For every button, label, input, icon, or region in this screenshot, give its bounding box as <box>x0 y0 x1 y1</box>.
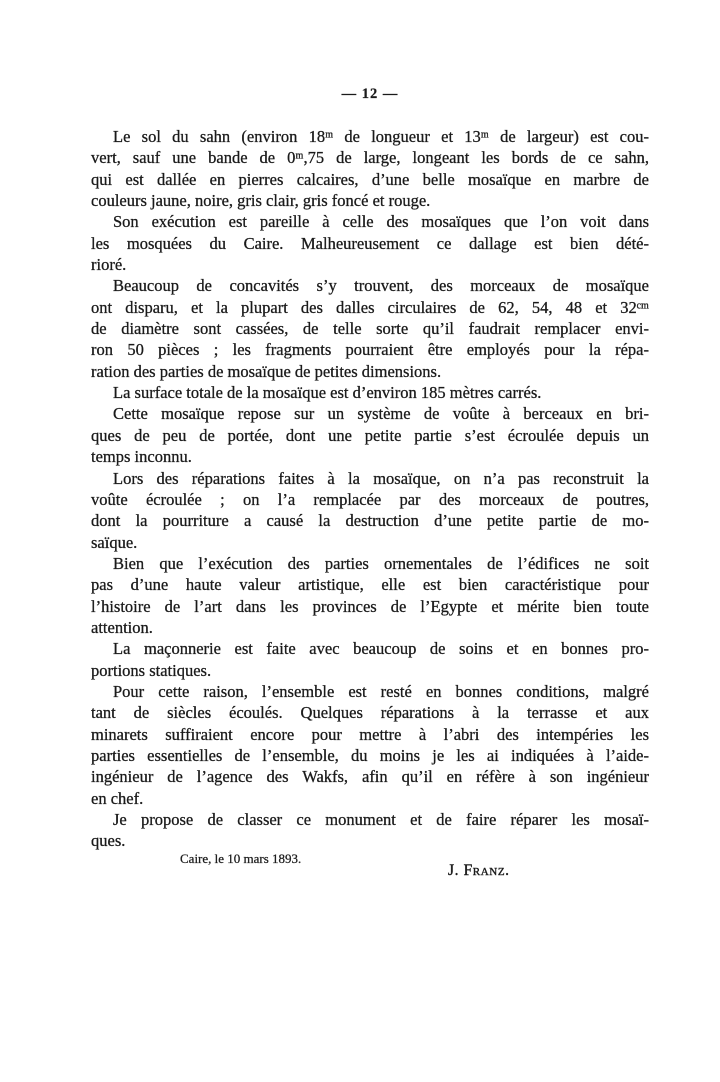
text-line: Son exécution est pareille à celle des mosaïques que l’on voit dans <box>113 212 649 232</box>
text-line: temps inconnu. <box>91 447 192 467</box>
text-line: l’histoire de l’art dans les provinces de l’Egypte et mérite bien toute <box>91 596 649 616</box>
text-line: tant de siècles écoulés. Quelques réparations à la terrasse et aux <box>91 703 649 723</box>
paragraph <box>91 468 649 553</box>
text-line: saïque. <box>91 532 138 552</box>
text-line: couleurs jaune, noire, gris clair, gris foncé et rouge. <box>91 191 431 211</box>
body-text <box>91 126 649 852</box>
text-line: ration des parties de mosaïque de petites dimensions. <box>91 361 442 381</box>
text-line: La surface totale de la mosaïque est d’environ 185 mètres carrés. <box>113 383 542 403</box>
dateline: Caire, le 10 mars 1893. <box>180 851 302 866</box>
text-line: vert, sauf une bande de 0ᵐ,75 de large, longeant les bords de ce sahn, <box>91 148 649 168</box>
text-line: Le sol du sahn (environ 18ᵐ de longueur et 13ᵐ de largeur) est cou- <box>113 127 649 146</box>
page-number: — 12 — <box>341 86 399 102</box>
paragraph <box>91 809 649 852</box>
text-line: Bien que l’exécution des parties ornementales de l’édifices ne soit <box>113 553 649 573</box>
text-line: Pour cette raison, l’ensemble est resté en bonnes conditions, malgré <box>113 681 649 701</box>
paragraph <box>91 126 649 211</box>
text-line: ron 50 pièces ; les fragments pourraient être employés pour la répa- <box>91 340 649 360</box>
paragraph <box>91 275 649 382</box>
text-line: portions statiques. <box>91 660 212 680</box>
text-line: de diamètre sont cassées, de telle sorte qu’il faudrait remplacer envi- <box>91 319 649 339</box>
text-line: Beaucoup de concavités s’y trouvent, des morceaux de mosaïque <box>113 276 649 296</box>
text-line: pas d’une haute valeur artistique, elle est bien caractéristique pour <box>91 575 649 595</box>
text-line: attention. <box>91 617 153 637</box>
text-line: minarets suffiraient encore pour mettre à l’abri des intempéries les <box>91 724 649 744</box>
text-line: ques. <box>91 831 126 851</box>
text-line: en chef. <box>91 788 144 808</box>
text-line: Cette mosaïque repose sur un système de voûte à berceaux en bri- <box>113 404 649 424</box>
paragraph <box>91 681 649 809</box>
paragraph <box>91 553 649 638</box>
text-line: ingénieur de l’agence des Wakfs, afin qu’il en réfère à son ingénieur <box>91 767 649 787</box>
paragraph <box>91 638 649 681</box>
text-line: Lors des réparations faites à la mosaïque, on n’a pas reconstruit la <box>113 468 649 488</box>
text-line: parties essentielles de l’ensemble, du moins je les ai indiquées à l’aide- <box>91 745 649 765</box>
text-line: rioré. <box>91 255 127 275</box>
text-line: Je propose de classer ce monument et de faire réparer les mosaï- <box>113 810 649 829</box>
paragraph <box>91 403 649 467</box>
signature: J. Franz. <box>448 862 510 879</box>
paragraph <box>91 211 649 275</box>
text-line: voûte écroulée ; on l’a remplacée par des morceaux de poutres, <box>91 489 649 509</box>
text-line: les mosquées du Caire. Malheureusement ce dallage est bien dété- <box>91 233 649 253</box>
text-line: qui est dallée en pierres calcaires, d’une belle mosaïque en marbre de <box>91 169 649 189</box>
text-line: dont la pourriture a causé la destruction d’une petite partie de mo- <box>91 511 649 531</box>
text-line: ques de peu de portée, dont une petite partie s’est écroulée depuis un <box>91 425 649 445</box>
text-line: La maçonnerie est faite avec beaucoup de soins et en bonnes pro- <box>113 639 649 659</box>
text-line: ont disparu, et la plupart des dalles circulaires de 62, 54, 48 et 32ᶜᵐ <box>91 297 649 317</box>
paragraph <box>91 382 649 403</box>
